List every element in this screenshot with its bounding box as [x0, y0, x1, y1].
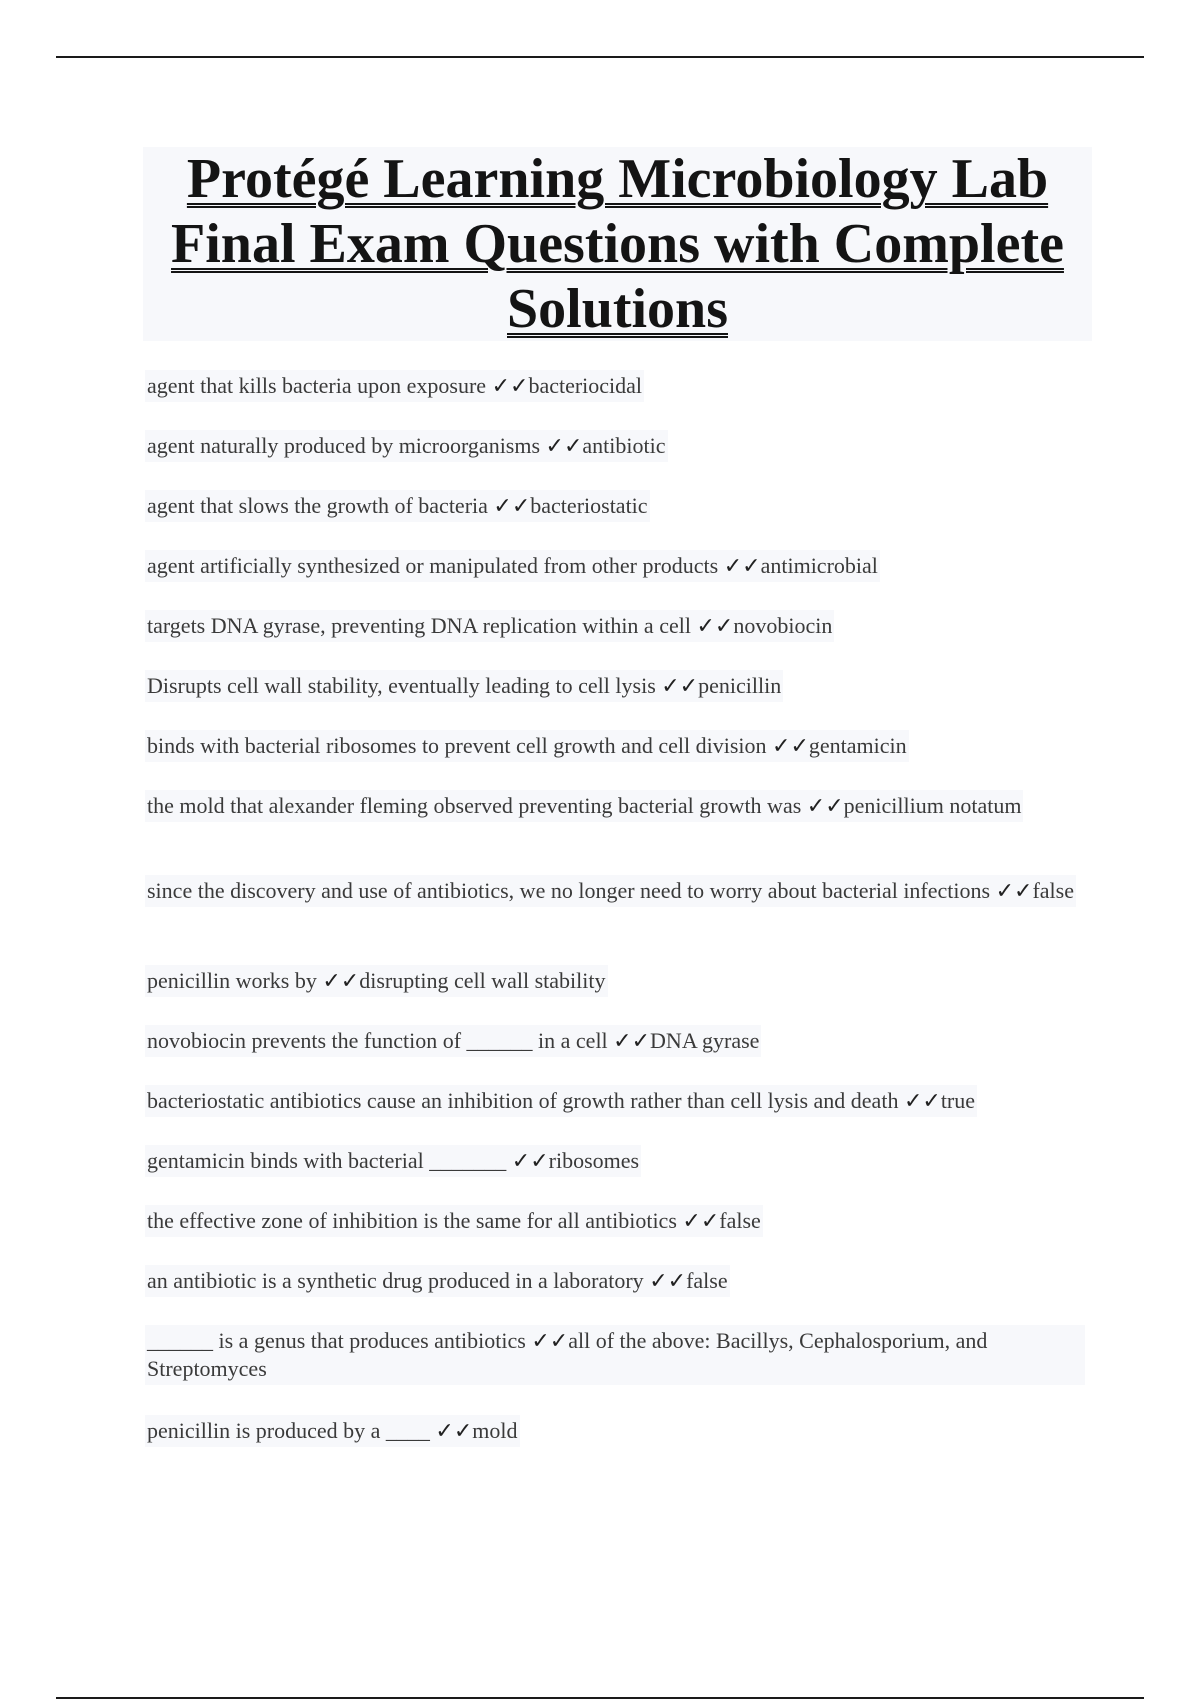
answer-text: false [1032, 878, 1074, 903]
check-mark-icon: ✓✓ [493, 493, 531, 518]
check-mark-icon: ✓✓ [613, 1028, 651, 1053]
check-mark-icon: ✓✓ [772, 733, 809, 758]
check-mark-icon: ✓✓ [322, 968, 360, 993]
list-item [145, 875, 1076, 907]
check-mark-icon: ✓✓ [491, 373, 529, 398]
question-text: the effective zone of inhibition is the same for all antibiotics [147, 1208, 683, 1233]
question-text: penicillin works by [147, 968, 323, 993]
answer-text: penicillin [698, 673, 782, 698]
question-text: bacteriostatic antibiotics cause an inhibition of growth rather than cell lysis and death [147, 1088, 904, 1113]
question-text: novobiocin prevents the function of ______ in a cell [147, 1028, 614, 1053]
list-item [145, 790, 1023, 822]
check-mark-icon: ✓✓ [649, 1268, 687, 1293]
check-mark-icon: ✓✓ [661, 673, 699, 698]
answer-text: all of the above: Bacillys, Cephalosporium, and Streptomyces [147, 1328, 988, 1381]
check-mark-icon: ✓✓ [903, 1088, 941, 1113]
title-block [143, 147, 1092, 341]
check-mark-icon: ✓✓ [806, 793, 844, 818]
question-text: the mold that alexander fleming observed preventing bacterial growth was [147, 793, 807, 818]
list-item [145, 1025, 761, 1057]
answer-text: gentamicin [808, 733, 907, 758]
list-item [145, 1325, 1085, 1385]
answer-text: bacteriostatic [530, 493, 648, 518]
check-mark-icon: ✓✓ [531, 1328, 569, 1353]
check-mark-icon: ✓✓ [435, 1418, 473, 1443]
check-mark-icon: ✓✓ [682, 1208, 720, 1233]
list-item [145, 430, 668, 462]
check-mark-icon: ✓✓ [545, 433, 583, 458]
list-item [145, 370, 644, 402]
answer-text: true [940, 1088, 976, 1113]
answer-text: false [719, 1208, 761, 1233]
question-text: since the discovery and use of antibiotics, we no longer need to worry about bacterial infections [147, 878, 996, 903]
list-item [145, 1085, 977, 1117]
list-item [145, 670, 783, 702]
document-title: Protégé Learning Microbiology Lab Final Exam Questions with Complete Solutions [171, 148, 1064, 340]
list-item [145, 730, 909, 762]
answer-text: bacteriocidal [528, 373, 643, 398]
question-text: an antibiotic is a synthetic drug produced in a laboratory [147, 1268, 650, 1293]
bottom-rule [56, 1697, 1144, 1699]
question-text: agent naturally produced by microorganisms [147, 433, 546, 458]
question-text: targets DNA gyrase, preventing DNA replication within a cell [147, 613, 697, 638]
list-item [145, 965, 608, 997]
list-item [145, 610, 834, 642]
answer-text: antibiotic [582, 433, 666, 458]
check-mark-icon: ✓✓ [696, 613, 734, 638]
top-rule [56, 56, 1144, 58]
answer-text: antimicrobial [760, 553, 878, 578]
question-text: gentamicin binds with bacterial _______ [147, 1148, 512, 1173]
list-item [145, 550, 880, 582]
question-text: agent artificially synthesized or manipulated from other products [147, 553, 724, 578]
answer-text: ribosomes [548, 1148, 640, 1173]
question-text: penicillin is produced by a ____ [147, 1418, 436, 1443]
answer-text: false [686, 1268, 728, 1293]
question-text: ______ is a genus that produces antibiotics [147, 1328, 532, 1353]
check-mark-icon: ✓✓ [995, 878, 1033, 903]
list-item [145, 1145, 641, 1177]
question-text: binds with bacterial ribosomes to prevent cell growth and cell division [147, 733, 773, 758]
list-item [145, 1205, 763, 1237]
check-mark-icon: ✓✓ [723, 553, 761, 578]
answer-text: mold [472, 1418, 518, 1443]
question-text: Disrupts cell wall stability, eventually leading to cell lysis [147, 673, 662, 698]
check-mark-icon: ✓✓ [511, 1148, 549, 1173]
list-item [145, 1415, 520, 1447]
answer-text: penicillium notatum [843, 793, 1022, 818]
list-item [145, 1265, 730, 1297]
question-text: agent that slows the growth of bacteria [147, 493, 494, 518]
list-item [145, 490, 650, 522]
answer-text: disrupting cell wall stability [359, 968, 606, 993]
answer-text: novobiocin [733, 613, 833, 638]
question-text: agent that kills bacteria upon exposure [147, 373, 492, 398]
answer-text: DNA gyrase [650, 1028, 760, 1053]
